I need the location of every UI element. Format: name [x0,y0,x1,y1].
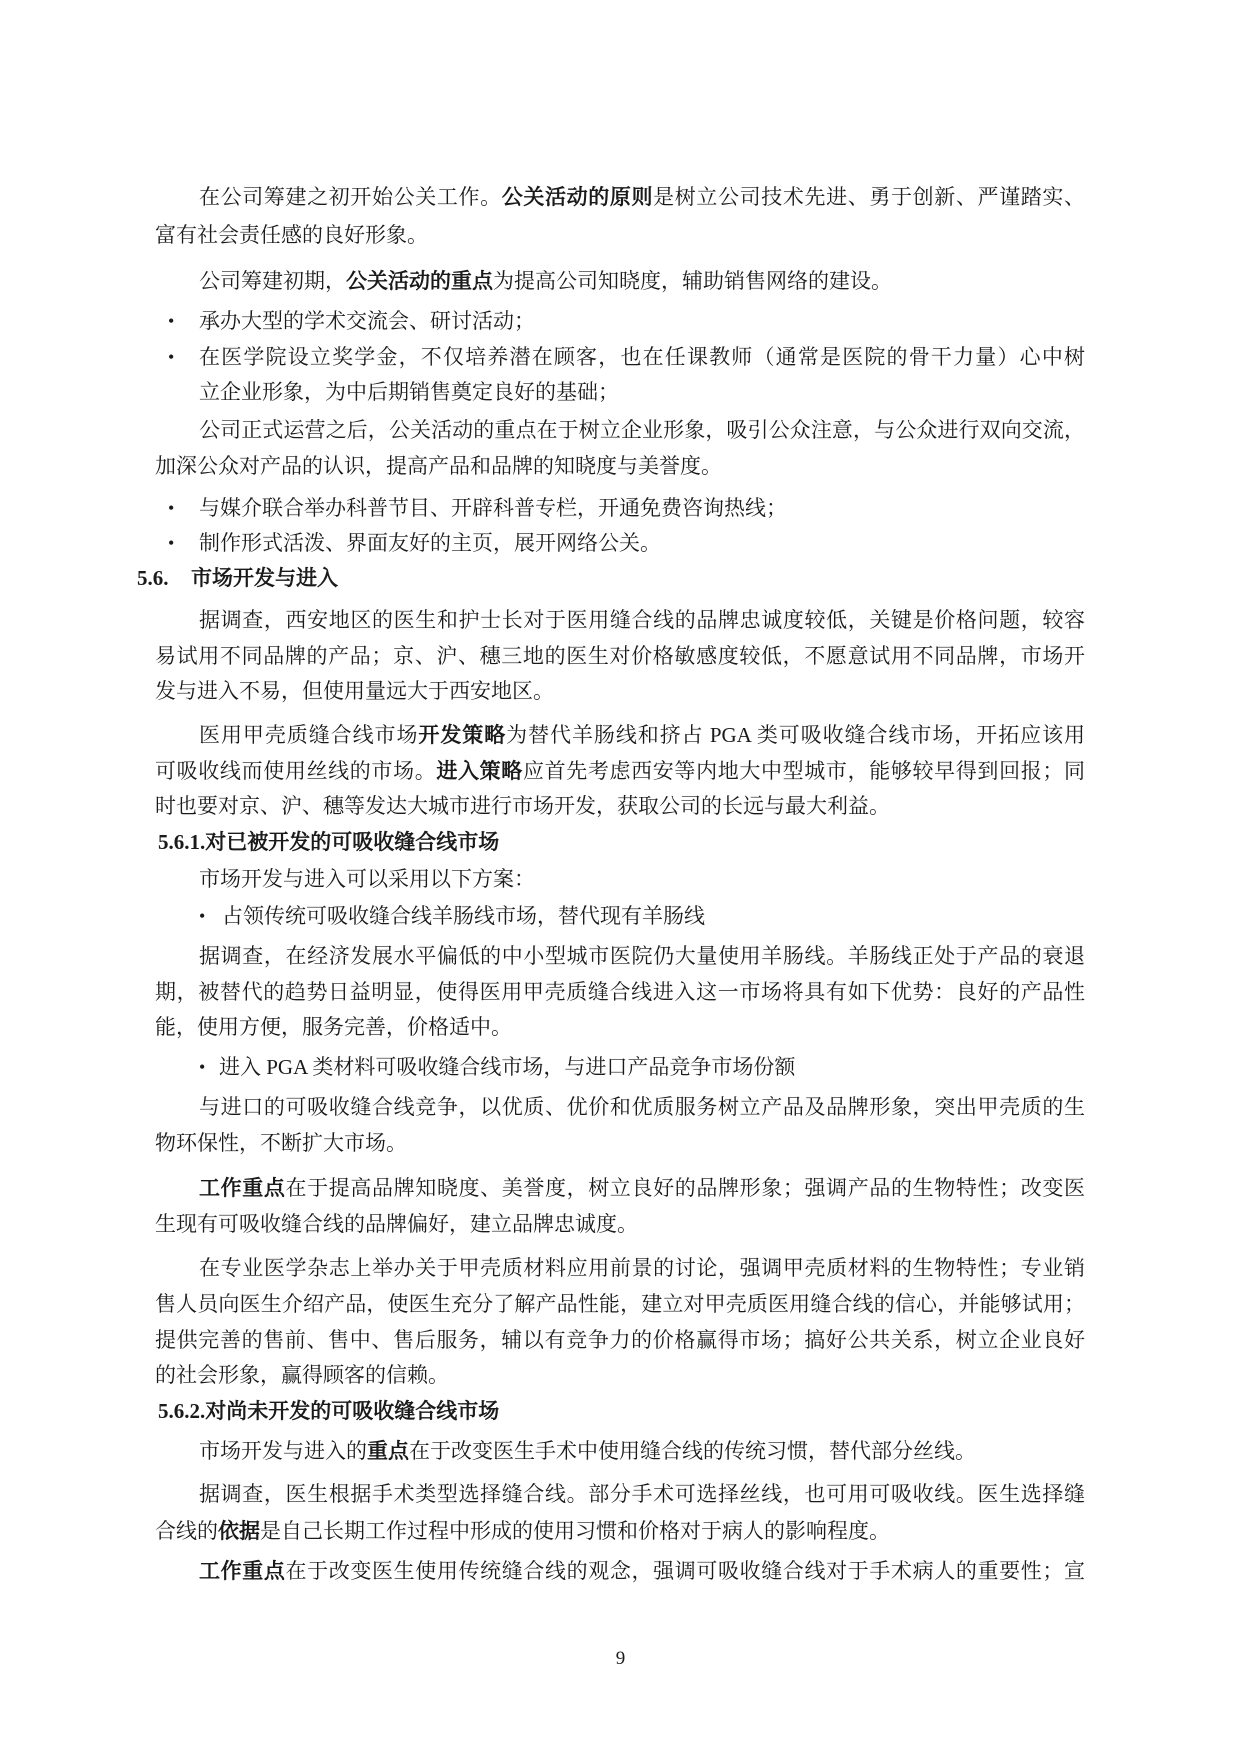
text-run: 在医学院设立奖学金，不仅培养潜在顾客，也在任课教师（通常是医院的骨干力量）心中树 [199,345,1085,369]
text-run: 据调查，在经济发展水平偏低的中小型城市医院仍大量使用羊肠线。羊肠线正处于产品的衰退 [199,944,1085,968]
paragraph-line [155,1357,449,1393]
text-run: 市场开发与进入的 [199,1439,367,1463]
emphasis-work-focus: 工作重点 [199,1176,286,1200]
text-run: 生现有可吸收缝合线的品牌偏好，建立品牌忠诚度。 [155,1212,638,1236]
text-run: 据调查，西安地区的医生和护士长对于医用缝合线的品牌忠诚度较低，关键是价格问题，较容 [199,608,1085,632]
text-run: 时也要对京、沪、穗等发达大城市进行市场开发，获取公司的长远与最大利益。 [155,794,890,818]
text-run: 立企业形象，为中后期销售奠定良好的基础； [199,380,619,404]
paragraph-line [155,974,1085,1010]
paragraph-line [155,217,428,253]
text-run: 的社会形象，赢得顾客的信赖。 [155,1363,449,1387]
paragraph-line [199,263,892,299]
paragraph-line [155,638,1085,674]
list-item [199,490,787,526]
text-run: 与进口的可吸收缝合线竞争，以优质、优价和优质服务树立产品及品牌形象，突出甲壳质的生 [199,1095,1085,1119]
paragraph-line [199,1170,1085,1206]
bullet-icon: • [168,311,175,331]
text-run: 是树立公司技术先进、勇于创新、严谨踏实、 [653,185,1085,209]
list-item-pga [219,1049,795,1085]
text-run: 进入 PGA 类材料可吸收缝合线市场，与进口产品竞争市场份额 [219,1055,796,1079]
text-run: 占领传统可吸收缝合线羊肠线市场，替代现有羊肠线 [222,904,705,928]
paragraph-focus-habits [199,1553,1085,1589]
paragraph-line [155,753,1085,789]
paragraph-line [199,717,1085,753]
text-run: 公司筹建初期， [199,269,346,293]
paragraph-line [199,1476,1085,1512]
text-run: 为替代羊肠线和挤占 PGA 类可吸收缝合线市场，开拓应该用 [506,723,1085,747]
text-run: 应首先考虑西安等内地大中型城市，能够较早得到回报；同 [522,759,1085,783]
emphasis-focus: 重点 [367,1439,409,1463]
text-run: 据调查，医生根据手术类型选择缝合线。部分手术可选择丝线，也可用可吸收线。医生选择缝 [199,1482,1085,1506]
text-run: 物环保性，不断扩大市场。 [155,1131,407,1155]
emphasis-pr-principle: 公关活动的原则 [501,185,654,209]
paragraph-line [199,1089,1085,1125]
text-run: 与媒介联合举办科普节目、开辟科普专栏，开通免费咨询热线； [199,496,787,520]
text-run: 提供完善的售前、售中、售后服务，辅以有竞争力的价格赢得市场；搞好公共关系，树立企业良好 [155,1328,1085,1352]
paragraph-undeveloped-focus [199,1433,976,1469]
text-run: 易试用不同品牌的产品；京、沪、穗三地的医生对价格敏感度较低，不愿意试用不同品牌，市场开 [155,644,1085,668]
list-item [199,525,661,561]
text-run: 在于改变医生手术中使用缝合线的传统习惯，替代部分丝线。 [409,1439,976,1463]
paragraph-line [155,788,890,824]
text-run: 在于改变医生使用传统缝合线的观念，强调可吸收缝合线对于手术病人的重要性；宣 [285,1559,1085,1583]
text-run: 公司正式运营之后，公关活动的重点在于树立企业形象，吸引公众注意，与公众进行双向交流， [199,418,1085,442]
text-run: 发与进入不易，但使用量远大于西安地区。 [155,679,554,703]
list-item-catgut [222,898,705,934]
emphasis-pr-focus: 公关活动的重点 [346,269,493,293]
section-title: 市场开发与进入 [191,566,338,590]
bullet-icon: • [199,1057,206,1077]
paragraph-line [155,1322,1085,1358]
emphasis-entry-strategy: 进入策略 [436,759,523,783]
paragraph-line [155,673,554,709]
paragraph-line [155,1286,1085,1322]
text-run: 是自己长期工作过程中形成的使用习惯和价格对于病人的影响程度。 [260,1519,890,1543]
text-run: 在公司筹建之初开始公关工作。 [199,185,502,209]
text-run: 售人员向医生介绍产品，使医生充分了解产品性能，建立对甲壳质医用缝合线的信心，并能够试用； [155,1292,1085,1316]
section-heading-5-6-2: 5.6.2.对尚未开发的可吸收缝合线市场 [158,1399,500,1423]
section-heading-5-6-1: 5.6.1.对已被开发的可吸收缝合线市场 [158,830,500,854]
list-item [199,339,1085,375]
paragraph-plan-intro [199,861,535,897]
paragraph-line [199,938,1085,974]
paragraph-line [155,1206,638,1242]
text-run: 加深公众对产品的认识，提高产品和品牌的知晓度与美誉度。 [155,454,722,478]
paragraph-line [155,1009,512,1045]
text-run: 承办大型的学术交流会、研讨活动； [199,309,535,333]
paragraph-line [155,1125,407,1161]
section-number: 5.6. [137,566,169,590]
text-run: 市场开发与进入可以采用以下方案： [199,867,535,891]
text-run: 期，被替代的趋势日益明显，使得医用甲壳质缝合线进入这一市场将具有如下优势：良好的产品性 [155,980,1085,1004]
paragraph-line [199,179,1085,215]
text-run: 制作形式活泼、界面友好的主页，展开网络公关。 [199,531,661,555]
text-run: 可吸收线而使用丝线的市场。 [155,759,437,783]
emphasis-work-focus: 工作重点 [199,1559,286,1583]
text-run: 在于提高品牌知晓度、美誉度，树立良好的品牌形象；强调产品的生物特性；改变医 [285,1176,1085,1200]
bullet-icon: • [199,906,206,926]
emphasis-basis: 依据 [218,1519,260,1543]
text-run: 在专业医学杂志上举办关于甲壳质材料应用前景的讨论，强调甲壳质材料的生物特性；专业销 [199,1256,1085,1280]
text-run: 能，使用方便，服务完善，价格适中。 [155,1015,512,1039]
list-item-continuation [199,374,619,410]
paragraph-line [199,1250,1085,1286]
page-number: 9 [615,1648,626,1669]
text-run: 为提高公司知晓度，辅助销售网络的建设。 [493,269,892,293]
paragraph-line [155,1513,890,1549]
paragraph-line [155,448,722,484]
text-run: 合线的 [155,1519,218,1543]
paragraph-line [199,412,1085,448]
emphasis-development-strategy: 开发策略 [418,723,507,747]
paragraph-line [199,602,1085,638]
text-run: 富有社会责任感的良好形象。 [155,223,428,247]
bullet-icon: • [168,533,175,553]
list-item [199,303,535,339]
bullet-icon: • [168,498,175,518]
text-run: 医用甲壳质缝合线市场 [199,723,419,747]
bullet-icon: • [168,347,175,367]
